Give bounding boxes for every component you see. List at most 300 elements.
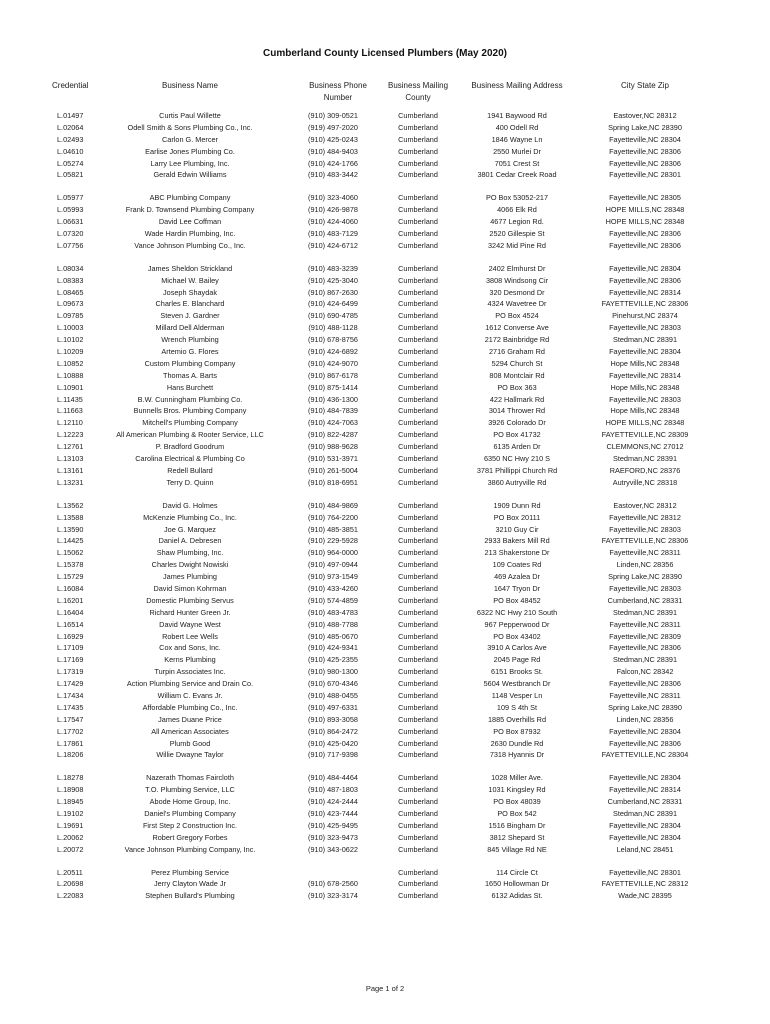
address-cell: 3860 Autryville Rd bbox=[487, 477, 547, 487]
credential-cell: L.19102 bbox=[57, 808, 84, 818]
county-cell: Cumberland bbox=[398, 595, 438, 605]
address-cell: 7051 Crest St bbox=[494, 158, 540, 168]
phone-cell: (910) 484-9869 bbox=[308, 500, 358, 510]
table-row bbox=[0, 405, 770, 417]
city-state-zip-cell: Fayetteville,NC 28306 bbox=[609, 158, 681, 168]
business-name-cell: Curtis Paul Willette bbox=[159, 111, 221, 120]
address-cell: 2045 Page Rd bbox=[493, 655, 541, 665]
city-state-zip-cell: Stedman,NC 28391 bbox=[612, 808, 678, 818]
city-state-zip-cell: Pinehurst,NC 28374 bbox=[612, 311, 678, 321]
phone-cell: (910) 425-9495 bbox=[308, 820, 358, 830]
business-name-cell: Vance Johnson Plumbing Company, Inc. bbox=[124, 844, 256, 854]
address-cell: 1612 Converse Ave bbox=[485, 323, 549, 333]
county-cell: Cumberland bbox=[398, 158, 438, 168]
address-cell: 1148 Vesper Ln bbox=[491, 690, 543, 700]
city-state-zip-cell: Fayetteville,NC 28306 bbox=[609, 275, 681, 285]
row-group bbox=[0, 110, 770, 181]
business-name-cell: Charles Dwight Nowiski bbox=[151, 560, 229, 570]
business-name-cell: Joseph Shaydak bbox=[163, 287, 217, 297]
business-name-cell: Plumb Good bbox=[169, 738, 211, 748]
address-cell: 320 Desmond Dr bbox=[489, 287, 545, 297]
table-row bbox=[0, 134, 770, 146]
phone-cell: (910) 484-7839 bbox=[308, 406, 358, 416]
phone-cell: (910) 818-6951 bbox=[308, 477, 358, 487]
table-row bbox=[0, 146, 770, 158]
phone-cell: (910) 426-9878 bbox=[308, 205, 358, 215]
phone-cell: (910) 424-4060 bbox=[308, 217, 358, 227]
address-cell: 3812 Shepard St bbox=[489, 832, 545, 842]
county-cell: Cumberland bbox=[398, 879, 438, 889]
header-mailing-address: Business Mailing Address bbox=[471, 81, 563, 90]
table-row bbox=[0, 738, 770, 750]
city-state-zip-cell: Stedman,NC 28391 bbox=[612, 335, 678, 345]
phone-cell: (910) 323-3174 bbox=[308, 891, 358, 901]
credential-cell: L.20698 bbox=[57, 879, 84, 889]
phone-cell: (910) 425-2355 bbox=[308, 655, 358, 665]
address-cell: 5294 Church St bbox=[491, 358, 543, 368]
page-number: Page 1 of 2 bbox=[365, 984, 405, 993]
county-cell: Cumberland bbox=[398, 382, 438, 392]
city-state-zip-cell: CLEMMONS,NC 27012 bbox=[606, 442, 684, 452]
city-state-zip-cell: Fayetteville,NC 28306 bbox=[609, 229, 681, 239]
credential-cell: L.05977 bbox=[57, 193, 84, 203]
city-state-zip-cell: Fayetteville,NC 28304 bbox=[609, 134, 681, 144]
credential-cell: L.13103 bbox=[57, 454, 84, 464]
county-cell: Cumberland bbox=[398, 572, 438, 582]
county-cell: Cumberland bbox=[398, 667, 438, 677]
address-cell: 114 Circle Ct bbox=[496, 867, 538, 877]
county-cell: Cumberland bbox=[398, 820, 438, 830]
phone-cell: (919) 497-2020 bbox=[308, 122, 358, 132]
city-state-zip-cell: Fayetteville,NC 28304 bbox=[609, 347, 681, 357]
table-row bbox=[0, 158, 770, 170]
credential-cell: L.13231 bbox=[57, 477, 84, 487]
credential-cell: L.13588 bbox=[57, 512, 84, 522]
city-state-zip-cell: Linden,NC 28356 bbox=[616, 560, 674, 570]
credential-cell: L.17319 bbox=[57, 667, 84, 677]
phone-cell: (910) 424-6712 bbox=[308, 240, 358, 250]
business-name-cell: Vance Johnson Plumbing Co., Inc. bbox=[134, 240, 246, 250]
table-row bbox=[0, 559, 770, 571]
phone-cell: (910) 433-4260 bbox=[308, 583, 358, 593]
phone-cell: (910) 867-2630 bbox=[308, 287, 358, 297]
business-name-cell: All American Associates bbox=[151, 726, 229, 736]
business-name-cell: Hans Burchett bbox=[166, 382, 214, 392]
business-name-cell: Carolina Electrical & Plumbing Co bbox=[135, 454, 245, 464]
phone-cell: (910) 484-4464 bbox=[308, 773, 358, 783]
address-cell: 1516 Bingham Dr bbox=[488, 820, 546, 830]
table-row bbox=[0, 796, 770, 808]
city-state-zip-cell: Autryville,NC 28318 bbox=[612, 477, 678, 487]
county-cell: Cumberland bbox=[398, 773, 438, 783]
address-cell: 5604 Westbranch Dr bbox=[483, 679, 551, 689]
address-cell: 3808 Windsong Cir bbox=[485, 275, 549, 285]
table-row bbox=[0, 110, 770, 122]
credential-cell: L.18278 bbox=[57, 773, 84, 783]
county-cell: Cumberland bbox=[398, 299, 438, 309]
table-row bbox=[0, 595, 770, 607]
business-name-cell: Willie Dwayne Taylor bbox=[156, 750, 224, 760]
table-row bbox=[0, 334, 770, 346]
phone-cell: (910) 717-9398 bbox=[308, 750, 358, 760]
business-name-cell: David Wayne West bbox=[159, 619, 221, 629]
phone-cell: (910) 764-2200 bbox=[308, 512, 358, 522]
city-state-zip-cell: HOPE MILLS,NC 28348 bbox=[605, 217, 685, 227]
county-cell: Cumberland bbox=[398, 631, 438, 641]
phone-cell: (910) 973-1549 bbox=[308, 572, 358, 582]
table-row bbox=[0, 631, 770, 643]
city-state-zip-cell: HOPE MILLS,NC 28348 bbox=[605, 418, 685, 428]
table-row bbox=[0, 228, 770, 240]
credential-cell: L.10852 bbox=[57, 358, 84, 368]
table-row bbox=[0, 216, 770, 228]
business-name-cell: Custom Plumbing Company bbox=[144, 358, 236, 368]
city-state-zip-cell: FAYETTEVILLE,NC 28312 bbox=[601, 879, 689, 889]
table-row bbox=[0, 275, 770, 287]
business-name-cell: Cox and Sons, Inc. bbox=[159, 643, 221, 653]
table-row bbox=[0, 263, 770, 275]
address-cell: 1650 Hollowman Dr bbox=[484, 879, 550, 889]
table-row bbox=[0, 524, 770, 536]
credential-cell: L.17435 bbox=[57, 702, 84, 712]
address-cell: 4677 Legion Rd. bbox=[490, 217, 544, 227]
city-state-zip-cell: Stedman,NC 28391 bbox=[612, 454, 678, 464]
phone-cell: (910) 261-5004 bbox=[308, 465, 358, 475]
county-cell: Cumberland bbox=[398, 442, 438, 452]
county-cell: Cumberland bbox=[398, 477, 438, 487]
credential-cell: L.13590 bbox=[57, 524, 84, 534]
address-cell: 213 Shakerstone Dr bbox=[484, 548, 550, 558]
city-state-zip-cell: Fayetteville,NC 28303 bbox=[609, 524, 681, 534]
city-state-zip-cell: Fayetteville,NC 28312 bbox=[609, 512, 681, 522]
city-state-zip-cell: Fayetteville,NC 28303 bbox=[609, 583, 681, 593]
phone-cell: (910) 483-7129 bbox=[308, 229, 358, 239]
address-cell: 6322 NC Hwy 210 South bbox=[476, 607, 558, 617]
table-row bbox=[0, 310, 770, 322]
city-state-zip-cell: Stedman,NC 28391 bbox=[612, 607, 678, 617]
county-cell: Cumberland bbox=[398, 111, 438, 120]
business-name-cell: James Sheldon Strickland bbox=[147, 263, 233, 273]
credential-cell: L.16514 bbox=[57, 619, 84, 629]
phone-cell: (910) 488-1128 bbox=[308, 323, 358, 333]
header-business-phone: Business Phone Number bbox=[309, 81, 367, 102]
address-cell: 1647 Tryon Dr bbox=[493, 583, 541, 593]
credential-cell: L.22083 bbox=[57, 891, 84, 901]
county-cell: Cumberland bbox=[398, 240, 438, 250]
table-row bbox=[0, 619, 770, 631]
table-row bbox=[0, 726, 770, 738]
table-row bbox=[0, 535, 770, 547]
credential-cell: L.16201 bbox=[57, 595, 84, 605]
business-name-cell: Terry D. Quinn bbox=[166, 477, 214, 487]
city-state-zip-cell: HOPE MILLS,NC 28348 bbox=[605, 205, 685, 215]
county-cell: Cumberland bbox=[398, 146, 438, 156]
business-name-cell: David G. Holmes bbox=[162, 500, 218, 510]
county-cell: Cumberland bbox=[398, 832, 438, 842]
county-cell: Cumberland bbox=[398, 500, 438, 510]
table-row bbox=[0, 298, 770, 310]
address-cell: PO Box 87932 bbox=[493, 726, 541, 736]
business-name-cell: William C. Evans Jr. bbox=[157, 690, 223, 700]
phone-cell: (910) 531-3971 bbox=[308, 454, 358, 464]
city-state-zip-cell: Fayetteville,NC 28301 bbox=[609, 170, 681, 180]
address-cell: PO Box 4524 bbox=[495, 311, 539, 321]
phone-cell: (910) 867-6178 bbox=[308, 370, 358, 380]
address-cell: 3801 Cedar Creek Road bbox=[477, 170, 557, 180]
credential-cell: L.17434 bbox=[57, 690, 84, 700]
county-cell: Cumberland bbox=[398, 406, 438, 416]
county-cell: Cumberland bbox=[398, 690, 438, 700]
credential-cell: L.15729 bbox=[57, 572, 84, 582]
phone-cell: (910) 483-4783 bbox=[308, 607, 358, 617]
address-cell: PO Box 20111 bbox=[493, 512, 541, 522]
city-state-zip-cell: Fayetteville,NC 28314 bbox=[609, 370, 681, 380]
table-row bbox=[0, 690, 770, 702]
city-state-zip-cell: Fayetteville,NC 28306 bbox=[609, 240, 681, 250]
address-cell: 109 S 4th St bbox=[496, 702, 538, 712]
table-row bbox=[0, 477, 770, 489]
county-cell: Cumberland bbox=[398, 750, 438, 760]
business-name-cell: Larry Lee Plumbing, Inc. bbox=[150, 158, 230, 168]
credential-cell: L.12110 bbox=[57, 418, 83, 428]
credential-cell: L.15378 bbox=[57, 560, 84, 570]
county-cell: Cumberland bbox=[398, 263, 438, 273]
address-cell: 4324 Wavetree Dr bbox=[487, 299, 547, 309]
address-cell: 1941 Baywood Rd bbox=[487, 111, 547, 120]
business-name-cell: Thomas A. Barts bbox=[163, 370, 217, 380]
phone-cell: (910) 485-3851 bbox=[308, 524, 358, 534]
county-cell: Cumberland bbox=[398, 335, 438, 345]
county-cell: Cumberland bbox=[398, 347, 438, 357]
phone-cell: (910) 980-1300 bbox=[308, 667, 358, 677]
credential-cell: L.16084 bbox=[57, 583, 84, 593]
address-cell: 1846 Wayne Ln bbox=[491, 134, 543, 144]
address-cell: 3242 Mid Pine Rd bbox=[487, 240, 546, 250]
table-row bbox=[0, 346, 770, 358]
business-name-cell: Daniel A. Debresen bbox=[158, 536, 222, 546]
city-state-zip-cell: Cumberland,NC 28331 bbox=[607, 595, 683, 605]
phone-cell: (910) 423-7444 bbox=[308, 808, 358, 818]
credential-cell: L.08034 bbox=[57, 263, 84, 273]
table-row bbox=[0, 642, 770, 654]
credential-cell: L.10102 bbox=[57, 335, 84, 345]
plumber-table bbox=[0, 110, 770, 913]
address-cell: 2933 Bakers Mill Rd bbox=[484, 536, 550, 546]
credential-cell: L.16404 bbox=[57, 607, 84, 617]
city-state-zip-cell: Fayetteville,NC 28306 bbox=[609, 738, 681, 748]
county-cell: Cumberland bbox=[398, 560, 438, 570]
city-state-zip-cell: Fayetteville,NC 28311 bbox=[609, 619, 681, 629]
phone-cell: (910) 229-5928 bbox=[308, 536, 358, 546]
city-state-zip-cell: Fayetteville,NC 28306 bbox=[609, 643, 681, 653]
city-state-zip-cell: Fayetteville,NC 28304 bbox=[609, 820, 681, 830]
table-row bbox=[0, 358, 770, 370]
business-name-cell: Richard Hunter Green Jr. bbox=[149, 607, 231, 617]
credential-cell: L.17429 bbox=[57, 679, 84, 689]
city-state-zip-cell: Wade,NC 28395 bbox=[618, 891, 672, 901]
credential-cell: L.08383 bbox=[57, 275, 84, 285]
table-row bbox=[0, 832, 770, 844]
county-cell: Cumberland bbox=[398, 394, 438, 404]
city-state-zip-cell: Leland,NC 28451 bbox=[616, 844, 674, 854]
table-row bbox=[0, 547, 770, 559]
business-name-cell: First Step 2 Construction Inc. bbox=[142, 820, 238, 830]
county-cell: Cumberland bbox=[398, 465, 438, 475]
credential-cell: L.02064 bbox=[57, 122, 84, 132]
credential-cell: L.18206 bbox=[57, 750, 84, 760]
phone-cell: (910) 483-3239 bbox=[308, 263, 358, 273]
city-state-zip-cell: FAYETTEVILLE,NC 28309 bbox=[601, 430, 689, 440]
county-cell: Cumberland bbox=[398, 524, 438, 534]
table-row bbox=[0, 702, 770, 714]
county-cell: Cumberland bbox=[398, 867, 438, 877]
table-row bbox=[0, 465, 770, 477]
county-cell: Cumberland bbox=[398, 702, 438, 712]
city-state-zip-cell: Fayetteville,NC 28309 bbox=[609, 631, 681, 641]
county-cell: Cumberland bbox=[398, 655, 438, 665]
phone-cell: (910) 424-9341 bbox=[308, 643, 358, 653]
address-cell: 808 Montclair Rd bbox=[489, 370, 545, 380]
city-state-zip-cell: Hope Mills,NC 28348 bbox=[610, 358, 680, 368]
county-cell: Cumberland bbox=[398, 726, 438, 736]
phone-cell: (910) 483-3442 bbox=[308, 170, 358, 180]
city-state-zip-cell: Spring Lake,NC 28390 bbox=[608, 122, 682, 132]
county-cell: Cumberland bbox=[398, 323, 438, 333]
city-state-zip-cell: Fayetteville,NC 28304 bbox=[609, 726, 681, 736]
table-row bbox=[0, 500, 770, 512]
business-name-cell: Joe G. Marquez bbox=[164, 524, 216, 534]
county-cell: Cumberland bbox=[398, 430, 438, 440]
county-cell: Cumberland bbox=[398, 134, 438, 144]
county-cell: Cumberland bbox=[398, 797, 438, 807]
row-group bbox=[0, 772, 770, 855]
table-row bbox=[0, 749, 770, 761]
phone-cell: (910) 964-0000 bbox=[308, 548, 358, 558]
business-name-cell: All American Plumbing & Rooter Service, LLC bbox=[116, 430, 264, 440]
phone-cell: (910) 893-3058 bbox=[308, 714, 358, 724]
business-name-cell: Earlise Jones Plumbing Co. bbox=[145, 146, 235, 156]
address-cell: 845 Village Rd NE bbox=[487, 844, 547, 854]
business-name-cell: Perez Plumbing Service bbox=[151, 867, 229, 877]
row-group bbox=[0, 263, 770, 489]
business-name-cell: Wade Hardin Plumbing, Inc. bbox=[144, 229, 236, 239]
address-cell: 3210 Guy Cir bbox=[495, 524, 539, 534]
address-cell: 1885 Overhills Rd bbox=[488, 714, 546, 724]
phone-cell: (910) 424-2444 bbox=[308, 797, 358, 807]
city-state-zip-cell: Fayetteville,NC 28311 bbox=[609, 690, 681, 700]
county-cell: Cumberland bbox=[398, 891, 438, 901]
city-state-zip-cell: Fayetteville,NC 28311 bbox=[609, 548, 681, 558]
table-row bbox=[0, 204, 770, 216]
city-state-zip-cell: FAYETTEVILLE,NC 28304 bbox=[601, 750, 689, 760]
phone-cell: (910) 484-9403 bbox=[308, 146, 358, 156]
county-cell: Cumberland bbox=[398, 679, 438, 689]
credential-cell: L.17547 bbox=[57, 714, 84, 724]
business-name-cell: David Simon Kohrman bbox=[153, 583, 227, 593]
county-cell: Cumberland bbox=[398, 536, 438, 546]
city-state-zip-cell: Stedman,NC 28391 bbox=[612, 655, 678, 665]
header-city-state-zip: City State Zip bbox=[620, 81, 669, 90]
address-cell: 1909 Dunn Rd bbox=[493, 500, 541, 510]
business-name-cell: Action Plumbing Service and Drain Co. bbox=[126, 679, 254, 689]
address-cell: PO Box 41732 bbox=[493, 430, 541, 440]
table-row bbox=[0, 382, 770, 394]
address-cell: 2172 Bainbridge Rd bbox=[484, 335, 550, 345]
row-group bbox=[0, 867, 770, 903]
county-cell: Cumberland bbox=[398, 418, 438, 428]
credential-cell: L.05993 bbox=[57, 205, 84, 215]
city-state-zip-cell: Hope Mills,NC 28348 bbox=[610, 382, 680, 392]
business-name-cell: James Duane Price bbox=[158, 714, 222, 724]
city-state-zip-cell: Eastover,NC 28312 bbox=[613, 111, 677, 120]
city-state-zip-cell: FAYETTEVILLE,NC 28306 bbox=[601, 536, 689, 546]
business-name-cell: Shaw Plumbing, Inc. bbox=[156, 548, 224, 558]
table-row bbox=[0, 322, 770, 334]
credential-cell: L.17169 bbox=[57, 655, 84, 665]
phone-cell: (910) 670-4346 bbox=[308, 679, 358, 689]
city-state-zip-cell: Fayetteville,NC 28306 bbox=[609, 146, 681, 156]
city-state-zip-cell: Fayetteville,NC 28306 bbox=[609, 679, 681, 689]
phone-cell: (910) 424-6892 bbox=[308, 347, 358, 357]
row-group bbox=[0, 500, 770, 762]
address-cell: 422 Hallmark Rd bbox=[489, 394, 545, 404]
business-name-cell: Carlon G. Mercer bbox=[162, 134, 218, 144]
address-cell: 7318 Hyannis Dr bbox=[489, 750, 545, 760]
business-name-cell: Kerns Plumbing bbox=[164, 655, 216, 665]
business-name-cell: Nazerath Thomas Faircloth bbox=[146, 773, 234, 783]
credential-cell: L.10209 bbox=[57, 347, 84, 357]
table-row bbox=[0, 890, 770, 902]
county-cell: Cumberland bbox=[398, 205, 438, 215]
table-row bbox=[0, 867, 770, 879]
county-cell: Cumberland bbox=[398, 619, 438, 629]
county-cell: Cumberland bbox=[398, 454, 438, 464]
table-row bbox=[0, 654, 770, 666]
credential-cell: L.10901 bbox=[57, 382, 84, 392]
table-row bbox=[0, 808, 770, 820]
county-cell: Cumberland bbox=[398, 808, 438, 818]
phone-cell: (910) 864-2472 bbox=[308, 726, 358, 736]
credential-cell: L.05274 bbox=[57, 158, 84, 168]
county-cell: Cumberland bbox=[398, 607, 438, 617]
address-cell: 2630 Dundle Rd bbox=[490, 738, 544, 748]
credential-cell: L.10003 bbox=[57, 323, 84, 333]
county-cell: Cumberland bbox=[398, 643, 438, 653]
credential-cell: L.07320 bbox=[57, 229, 84, 239]
business-name-cell: B.W. Cunningham Plumbing Co. bbox=[137, 394, 243, 404]
table-row bbox=[0, 453, 770, 465]
address-cell: 6350 NC Hwy 210 S bbox=[483, 454, 551, 464]
business-name-cell: Robert Lee Wells bbox=[162, 631, 218, 641]
phone-cell: (910) 424-1766 bbox=[308, 158, 358, 168]
county-cell: Cumberland bbox=[398, 548, 438, 558]
business-name-cell: Jerry Clayton Wade Jr bbox=[154, 879, 226, 889]
phone-cell: (910) 424-7063 bbox=[308, 418, 358, 428]
county-cell: Cumberland bbox=[398, 193, 438, 203]
credential-cell: L.01497 bbox=[57, 111, 84, 120]
business-name-cell: Redell Bullard bbox=[167, 465, 213, 475]
county-cell: Cumberland bbox=[398, 785, 438, 795]
table-row bbox=[0, 820, 770, 832]
credential-cell: L.17702 bbox=[57, 726, 84, 736]
phone-cell: (910) 678-2560 bbox=[308, 879, 358, 889]
city-state-zip-cell: RAEFORD,NC 28376 bbox=[609, 465, 681, 475]
phone-cell: (910) 425-3040 bbox=[308, 275, 358, 285]
table-row bbox=[0, 583, 770, 595]
city-state-zip-cell: FAYETTEVILLE,NC 28306 bbox=[601, 299, 689, 309]
business-name-cell: Steven J. Gardner bbox=[160, 311, 220, 321]
county-cell: Cumberland bbox=[398, 311, 438, 321]
